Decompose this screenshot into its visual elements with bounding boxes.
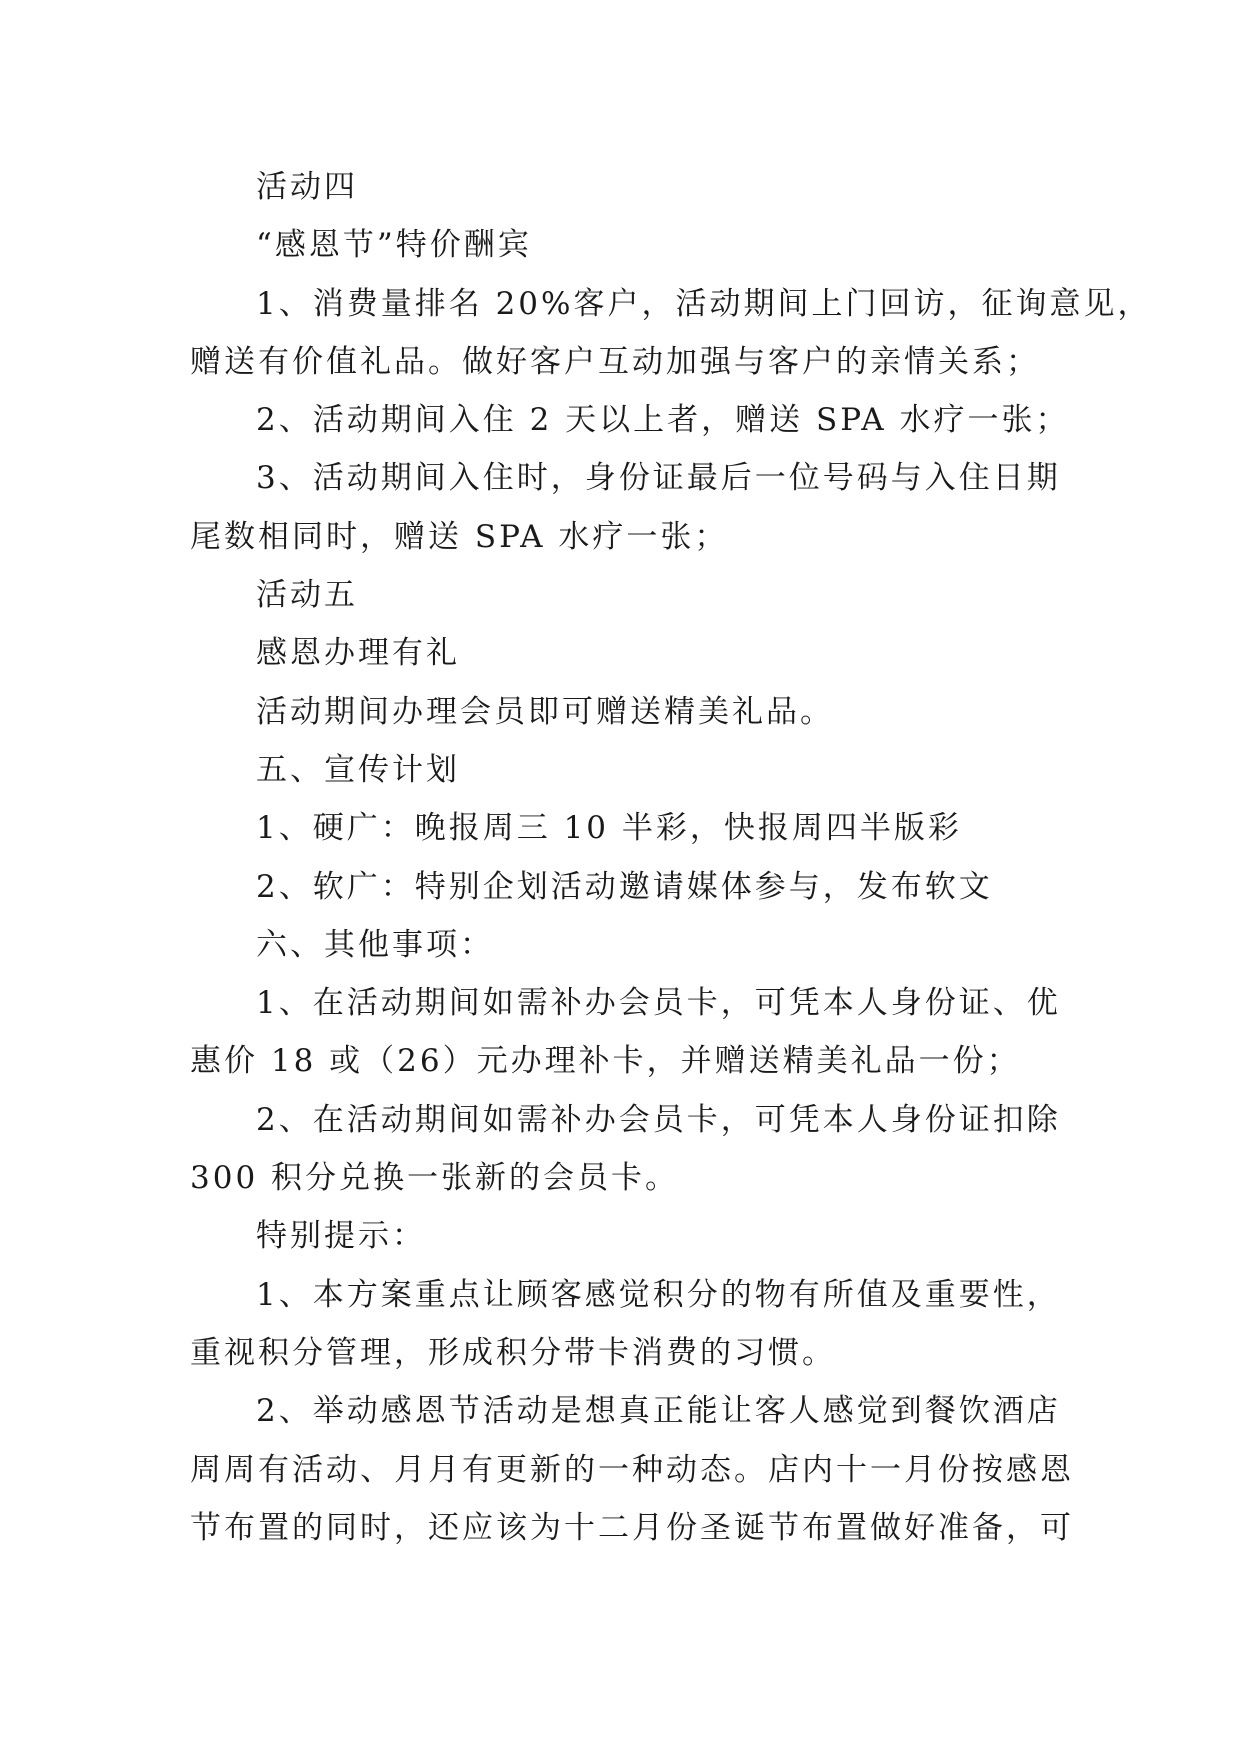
paragraph-line: 重视积分管理，形成积分带卡消费的习惯。 [190,1334,836,1371]
paragraph-line: 1、本方案重点让顾客感觉积分的物有所值及重要性， [256,1276,1061,1313]
paragraph-line: 1、消费量排名 20%客户，活动期间上门回访，征询意见， [256,285,1152,322]
section-heading-promotion-plan: 五、宣传计划 [256,751,460,788]
paragraph-line: 1、硬广：晚报周三 10 半彩，快报周四半版彩 [256,810,962,847]
paragraph-line: 赠送有价值礼品。做好客户互动加强与客户的亲情关系； [190,343,1040,380]
section-heading-other-matters: 六、其他事项： [256,926,494,963]
paragraph-line: 1、在活动期间如需补办会员卡，可凭本人身份证、优 [256,985,1061,1022]
paragraph-line: 2、软广：特别企划活动邀请媒体参与，发布软文 [256,868,993,905]
paragraph-line: 节布置的同时，还应该为十二月份圣诞节布置做好准备，可 [190,1509,1074,1546]
section-heading-activity-5: 活动五 [256,577,358,614]
section-heading-activity-4: 活动四 [256,169,358,205]
paragraph-line: 周周有活动、月月有更新的一种动态。店内十一月份按感恩 [190,1451,1074,1488]
activity-4-title: “感恩节”特价酬宾 [256,227,532,264]
paragraph-line: 尾数相同时，赠送 SPA 水疗一张； [190,518,729,555]
paragraph-line: 2、活动期间入住 2 天以上者，赠送 SPA 水疗一张； [256,402,1070,439]
paragraph-line: 活动期间办理会员即可赠送精美礼品。 [256,693,834,730]
section-heading-special-notes: 特别提示： [256,1218,426,1255]
paragraph-line: 2、举动感恩节活动是想真正能让客人感觉到餐饮酒店 [256,1393,1061,1430]
paragraph-line: 3、活动期间入住时，身份证最后一位号码与入住日期 [256,460,1061,497]
document-body [190,158,1152,1557]
paragraph-line: 惠价 18 或（26）元办理补卡，并赠送精美礼品一份； [190,1043,1021,1080]
activity-5-title: 感恩办理有礼 [256,635,460,672]
paragraph-line: 2、在活动期间如需补办会员卡，可凭本人身份证扣除 [256,1101,1061,1138]
paragraph-line: 300 积分兑换一张新的会员卡。 [190,1160,680,1197]
